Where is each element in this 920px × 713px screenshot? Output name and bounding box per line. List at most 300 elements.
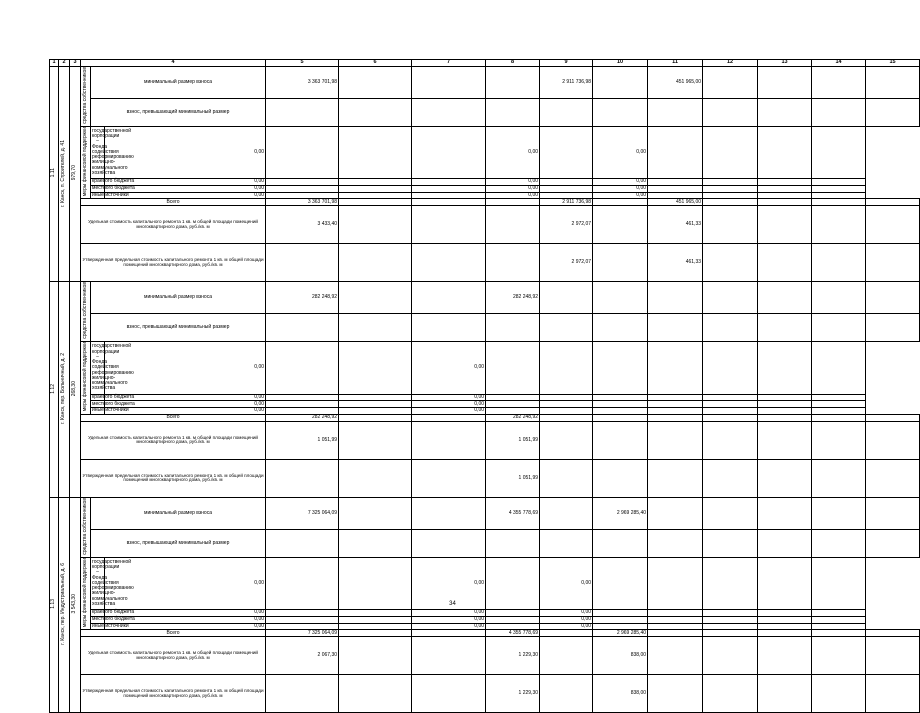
value-cell: [412, 637, 486, 675]
column-header: 5: [266, 60, 339, 67]
value-cell: 0,00: [486, 192, 540, 199]
section-address-text: г. Канск, пер. Больничный, д. 2: [60, 353, 67, 425]
value-cell: [812, 459, 866, 497]
support-label: [81, 557, 91, 629]
value-cell: [266, 610, 339, 617]
support-label-text: меры финансовой поддержки: [81, 127, 88, 197]
support-label-text: меры финансовой поддержки: [81, 557, 88, 628]
value-cell: [339, 616, 412, 623]
value-cell: [812, 67, 866, 99]
value-cell: [648, 459, 703, 497]
value-cell: [266, 616, 339, 623]
value-cell: [758, 421, 812, 459]
value-cell: [758, 98, 812, 126]
value-cell: [412, 314, 486, 342]
value-cell: 3 433,40: [266, 206, 339, 244]
value-cell: 7 325 064,09: [266, 497, 339, 529]
value-cell: [266, 185, 339, 192]
row-label: государственной корпорации – Фонда содействия реформированию жилищно-коммунального хозяйства: [91, 342, 105, 394]
value-cell: [703, 414, 758, 421]
value-cell: [593, 394, 648, 401]
value-cell: [648, 610, 703, 617]
value-cell: [486, 394, 540, 401]
value-cell: [648, 185, 703, 192]
value-cell: [266, 314, 339, 342]
value-cell: [648, 192, 703, 199]
row-label: взнос, превышающий минимальный размер: [91, 529, 266, 557]
value-cell: [648, 314, 703, 342]
value-cell: 282 248,92: [486, 282, 540, 314]
table-row: [50, 342, 920, 394]
value-cell: [412, 199, 486, 206]
value-cell: 0,00: [540, 616, 593, 623]
row-label: государственной корпорации – Фонда содействия реформированию жилищно-коммунального хозяйства: [91, 127, 105, 179]
value-cell: [266, 192, 339, 199]
value-cell: [758, 630, 812, 637]
table-row: [50, 179, 920, 186]
value-cell: [486, 342, 540, 394]
value-cell: [758, 185, 812, 192]
value-cell: 0,00: [105, 185, 266, 192]
section-address-text: г. Канск, п. Строителей, д. 41: [60, 139, 67, 207]
value-cell: [812, 408, 866, 415]
value-cell: 0,00: [105, 394, 266, 401]
value-cell: [648, 98, 703, 126]
value-cell: [648, 623, 703, 630]
value-cell: [866, 199, 920, 206]
column-header: 7: [412, 60, 486, 67]
value-cell: 3 363 701,98: [266, 67, 339, 99]
value-cell: [412, 529, 486, 557]
own-funds-label-text: средства собственников: [81, 67, 88, 124]
row-label: взнос, превышающий минимальный размер: [91, 98, 266, 126]
column-header: 6: [339, 60, 412, 67]
value-cell: 4 355 778,69: [486, 497, 540, 529]
value-cell: 461,33: [648, 244, 703, 282]
value-cell: 0,00: [540, 623, 593, 630]
value-cell: [648, 394, 703, 401]
row-label: иные источники: [92, 191, 129, 198]
column-header: 10: [593, 60, 648, 67]
value-cell: [758, 67, 812, 99]
value-cell: [540, 497, 593, 529]
table-row: [50, 199, 920, 206]
value-cell: [266, 342, 339, 394]
value-cell: [648, 127, 703, 179]
table-row: [50, 314, 920, 342]
value-cell: [812, 206, 866, 244]
value-cell: 0,00: [412, 623, 486, 630]
value-cell: [593, 244, 648, 282]
value-cell: [412, 206, 486, 244]
value-cell: [540, 408, 593, 415]
value-cell: [412, 421, 486, 459]
value-cell: [412, 497, 486, 529]
value-cell: [758, 127, 812, 179]
support-label-text: меры финансовой поддержки: [81, 342, 88, 412]
value-cell: [266, 244, 339, 282]
value-cell: 0,00: [412, 342, 486, 394]
row-label: краевого бюджета: [92, 178, 135, 185]
section-address-text: г. Канск, пер. Индустриальный, д. 6: [60, 563, 67, 645]
value-cell: [540, 421, 593, 459]
value-cell: [648, 408, 703, 415]
value-cell: [486, 206, 540, 244]
value-cell: [412, 282, 486, 314]
value-cell: 0,00: [593, 127, 648, 179]
row-label: минимальный размер взноса: [91, 67, 266, 99]
value-cell: [812, 637, 866, 675]
value-cell: [812, 192, 866, 199]
value-cell: 0,00: [486, 127, 540, 179]
value-cell: [812, 199, 866, 206]
value-cell: 0,00: [412, 616, 486, 623]
value-cell: [486, 401, 540, 408]
column-header: 2: [59, 60, 70, 67]
value-cell: [758, 414, 812, 421]
value-cell: [412, 630, 486, 637]
value-cell: [703, 179, 758, 186]
value-cell: 2 972,07: [540, 206, 593, 244]
value-cell: [703, 401, 758, 408]
value-cell: [412, 127, 486, 179]
value-cell: [866, 282, 920, 314]
table-row: [50, 192, 920, 199]
value-cell: [412, 414, 486, 421]
value-cell: [339, 342, 412, 394]
table-row: [50, 408, 920, 415]
value-cell: [412, 98, 486, 126]
value-cell: [758, 610, 812, 617]
header-row: [50, 60, 920, 67]
value-cell: 0,00: [105, 616, 266, 623]
value-cell: [758, 497, 812, 529]
value-cell: 2 969 285,40: [593, 630, 648, 637]
value-cell: [812, 185, 866, 192]
table-row: [50, 67, 920, 99]
value-cell: [758, 282, 812, 314]
value-cell: [648, 414, 703, 421]
table-row: [50, 459, 920, 497]
value-cell: [758, 342, 812, 394]
row-label: краевого бюджета: [92, 609, 135, 616]
value-cell: [593, 529, 648, 557]
value-cell: [866, 98, 920, 126]
value-cell: 2 911 736,98: [540, 199, 593, 206]
value-cell: [812, 421, 866, 459]
value-cell: [703, 342, 758, 394]
value-cell: [812, 98, 866, 126]
value-cell: [703, 529, 758, 557]
value-cell: [486, 98, 540, 126]
value-cell: 282 248,92: [266, 414, 339, 421]
value-cell: 1 229,30: [486, 637, 540, 675]
value-cell: 0,00: [105, 610, 266, 617]
value-cell: [593, 421, 648, 459]
value-cell: [339, 67, 412, 99]
section-area-text: 979,70: [71, 165, 78, 181]
value-cell: [648, 616, 703, 623]
value-cell: [758, 459, 812, 497]
row-label: Всего: [81, 630, 266, 637]
value-cell: 0,00: [540, 610, 593, 617]
column-header: 4: [81, 60, 266, 67]
value-cell: [703, 623, 758, 630]
value-cell: [486, 67, 540, 99]
value-cell: 2 969 285,40: [593, 497, 648, 529]
table-row: [50, 623, 920, 630]
row-label: местного бюджета: [92, 185, 135, 192]
value-cell: 0,00: [486, 179, 540, 186]
value-cell: [266, 623, 339, 630]
value-cell: [593, 616, 648, 623]
value-cell: [866, 637, 920, 675]
table-row: [50, 127, 920, 179]
value-cell: [758, 314, 812, 342]
value-cell: [266, 675, 339, 713]
value-cell: [540, 394, 593, 401]
value-cell: 2 067,30: [266, 637, 339, 675]
value-cell: [593, 98, 648, 126]
value-cell: [540, 459, 593, 497]
section-number: [50, 67, 59, 282]
value-cell: 0,00: [105, 623, 266, 630]
value-cell: [866, 244, 920, 282]
value-cell: [812, 616, 866, 623]
value-cell: 2 911 736,98: [540, 67, 593, 99]
value-cell: [758, 199, 812, 206]
value-cell: [758, 623, 812, 630]
value-cell: [703, 421, 758, 459]
row-label: Всего: [81, 199, 266, 206]
value-cell: [866, 314, 920, 342]
value-cell: [703, 185, 758, 192]
value-cell: [593, 459, 648, 497]
value-cell: [812, 675, 866, 713]
value-cell: [540, 98, 593, 126]
value-cell: [703, 98, 758, 126]
value-cell: [339, 623, 412, 630]
section-number-text: 1.11: [50, 168, 57, 178]
section-address: [59, 67, 70, 282]
value-cell: 0,00: [412, 401, 486, 408]
section-area: [70, 67, 81, 282]
value-cell: [648, 401, 703, 408]
value-cell: [339, 185, 412, 192]
value-cell: [758, 206, 812, 244]
value-cell: 0,00: [412, 394, 486, 401]
value-cell: 1 051,99: [266, 421, 339, 459]
value-cell: [593, 314, 648, 342]
value-cell: 1 051,99: [486, 421, 540, 459]
value-cell: [486, 616, 540, 623]
value-cell: [339, 199, 412, 206]
value-cell: [866, 529, 920, 557]
value-cell: [703, 67, 758, 99]
value-cell: [339, 414, 412, 421]
value-cell: [866, 206, 920, 244]
value-cell: 7 325 064,09: [266, 630, 339, 637]
value-cell: 0,00: [412, 557, 486, 609]
value-cell: [540, 342, 593, 394]
value-cell: [339, 314, 412, 342]
value-cell: [703, 630, 758, 637]
value-cell: [866, 497, 920, 529]
value-cell: [812, 127, 866, 179]
value-cell: [593, 610, 648, 617]
row-label: минимальный размер взноса: [91, 282, 266, 314]
table-row: [50, 414, 920, 421]
row-label: местного бюджета: [92, 616, 135, 623]
value-cell: [339, 127, 412, 179]
value-cell: [812, 529, 866, 557]
table-row: [50, 206, 920, 244]
value-cell: [648, 637, 703, 675]
value-cell: 0,00: [486, 185, 540, 192]
column-header: 9: [540, 60, 593, 67]
value-cell: 3 363 701,98: [266, 199, 339, 206]
value-cell: [339, 497, 412, 529]
value-cell: 0,00: [105, 401, 266, 408]
value-cell: [758, 616, 812, 623]
column-header: 11: [648, 60, 703, 67]
table-row: [50, 637, 920, 675]
section-number-text: 1.12: [50, 383, 57, 394]
row-label: Удельная стоимость капитального ремонта 1 кв. м общей площади помещений многоквартирного дома, руб./кв. м: [81, 421, 266, 459]
value-cell: [540, 529, 593, 557]
value-cell: [540, 185, 593, 192]
value-cell: [703, 459, 758, 497]
value-cell: [812, 414, 866, 421]
value-cell: 0,00: [105, 557, 266, 609]
value-cell: [593, 401, 648, 408]
column-header: 13: [758, 60, 812, 67]
value-cell: [648, 421, 703, 459]
column-header: 14: [812, 60, 866, 67]
value-cell: [339, 401, 412, 408]
value-cell: [540, 401, 593, 408]
value-cell: 0,00: [593, 179, 648, 186]
value-cell: [540, 192, 593, 199]
value-cell: 0,00: [105, 179, 266, 186]
row-label: местного бюджета: [92, 400, 135, 407]
value-cell: [812, 610, 866, 617]
value-cell: [703, 394, 758, 401]
row-label: краевого бюджета: [92, 393, 135, 400]
section-address: [59, 282, 70, 497]
value-cell: [812, 623, 866, 630]
value-cell: [593, 414, 648, 421]
value-cell: 0,00: [412, 610, 486, 617]
value-cell: [758, 244, 812, 282]
value-cell: [758, 675, 812, 713]
section-area-text: 268,30: [71, 380, 78, 397]
value-cell: [339, 98, 412, 126]
value-cell: [540, 414, 593, 421]
value-cell: [266, 459, 339, 497]
value-cell: [266, 179, 339, 186]
value-cell: [266, 401, 339, 408]
value-cell: [412, 459, 486, 497]
value-cell: [540, 314, 593, 342]
column-header: 15: [866, 60, 920, 67]
value-cell: [812, 401, 866, 408]
value-cell: [339, 206, 412, 244]
value-cell: [593, 342, 648, 394]
value-cell: [412, 179, 486, 186]
value-cell: [339, 421, 412, 459]
value-cell: [703, 192, 758, 199]
value-cell: [812, 342, 866, 394]
table-row: [50, 244, 920, 282]
value-cell: [412, 67, 486, 99]
value-cell: [339, 408, 412, 415]
value-cell: [758, 529, 812, 557]
support-label: [81, 342, 91, 414]
value-cell: [593, 67, 648, 99]
row-label: государственной корпорации – Фонда содействия реформированию жилищно-коммунального хозяйства: [91, 557, 105, 609]
value-cell: 282 248,92: [266, 282, 339, 314]
value-cell: [866, 675, 920, 713]
table-row: [50, 529, 920, 557]
value-cell: [266, 127, 339, 179]
value-cell: [758, 394, 812, 401]
value-cell: [339, 675, 412, 713]
value-cell: [812, 630, 866, 637]
value-cell: [866, 459, 920, 497]
row-label: Удельная стоимость капитального ремонта 1 кв. м общей площади помещений многоквартирного дома, руб./кв. м: [81, 206, 266, 244]
value-cell: [593, 206, 648, 244]
value-cell: [648, 282, 703, 314]
value-cell: [648, 675, 703, 713]
value-cell: [540, 282, 593, 314]
value-cell: [593, 408, 648, 415]
value-cell: 451 965,00: [648, 199, 703, 206]
row-label: взнос, превышающий минимальный размер: [91, 314, 266, 342]
table-row: [50, 610, 920, 617]
table-row: [50, 630, 920, 637]
value-cell: [812, 244, 866, 282]
value-cell: [703, 127, 758, 179]
value-cell: 1 229,30: [486, 675, 540, 713]
own-funds-label-text: средства собственников: [81, 497, 88, 555]
own-funds-label: [81, 497, 91, 557]
row-label: Утвержденная предельная стоимость капитального ремонта 1 кв. м общей площади помещений многоквартирного дома, руб./кв. м: [81, 244, 266, 282]
value-cell: [703, 637, 758, 675]
value-cell: [266, 394, 339, 401]
value-cell: [339, 529, 412, 557]
value-cell: [486, 199, 540, 206]
value-cell: [339, 282, 412, 314]
value-cell: [593, 199, 648, 206]
value-cell: 0,00: [593, 192, 648, 199]
table-row: [50, 675, 920, 713]
value-cell: 282 248,92: [486, 414, 540, 421]
row-label: Утвержденная предельная стоимость капитального ремонта 1 кв. м общей площади помещений многоквартирного дома, руб./кв. м: [81, 675, 266, 713]
value-cell: [703, 199, 758, 206]
section-number: [50, 282, 59, 497]
value-cell: [812, 497, 866, 529]
value-cell: [540, 127, 593, 179]
table-row: [50, 616, 920, 623]
value-cell: [412, 244, 486, 282]
value-cell: [486, 623, 540, 630]
value-cell: [758, 408, 812, 415]
value-cell: [412, 675, 486, 713]
value-cell: 0,00: [105, 192, 266, 199]
value-cell: [339, 637, 412, 675]
value-cell: [703, 497, 758, 529]
